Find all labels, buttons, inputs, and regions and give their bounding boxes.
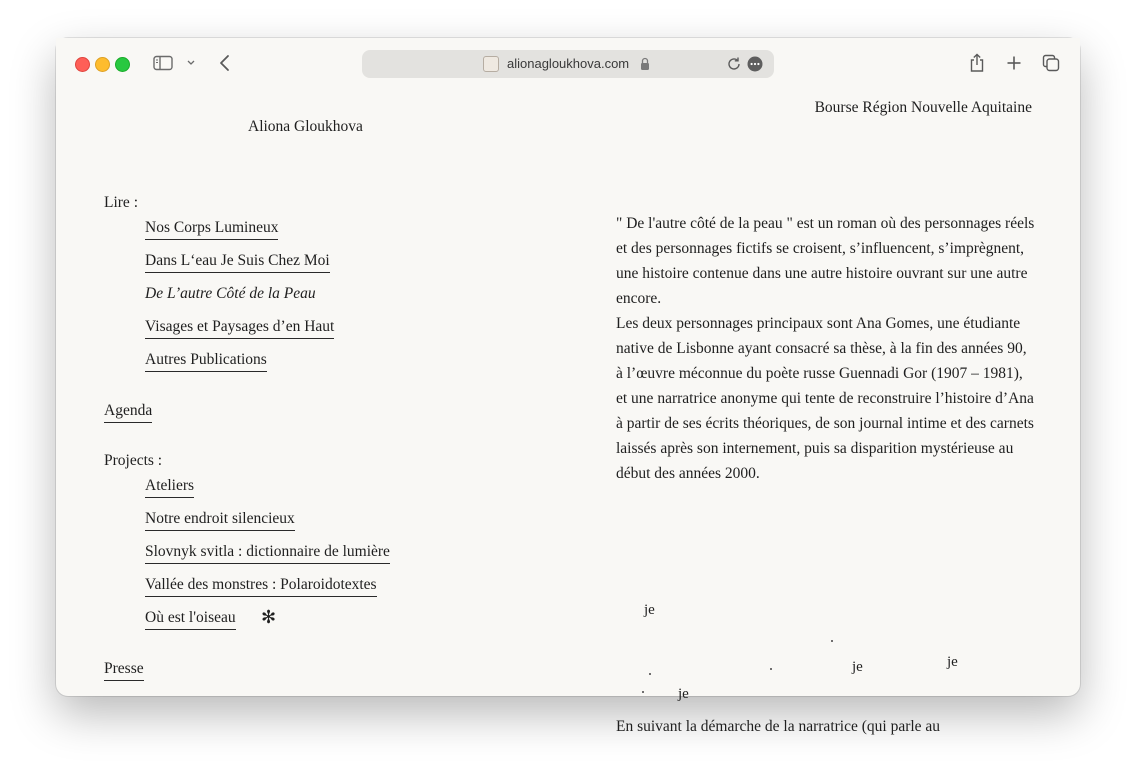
scattered-dot <box>831 640 833 642</box>
asterisk-icon: ✻ <box>261 607 277 627</box>
share-icon[interactable] <box>969 53 985 73</box>
nav-section-lire: Lire : <box>104 194 138 211</box>
nav-link-nos-corps-lumineux[interactable]: Nos Corps Lumineux <box>145 218 278 240</box>
nav-section-projects: Projects : <box>104 452 163 469</box>
article-paragraph: Les deux personnages principaux sont Ana Gomes, une étudiante native de Lisbonne ayant consacré sa thèse, à la fin des années 90, à l’œuvre méconnue du poète russe Guennadi Gor (1907 – 1981), et une narratrice anonyme qui tente de reconstruire l’histoire d’Ana à partir de ses écrits théoriques, de son journal intime et des carnets laissés après son internement, puis sa disparition mystérieuse au début des années 2000. <box>616 315 1034 482</box>
site-favicon-icon <box>483 56 499 72</box>
nav-link-ateliers[interactable]: Ateliers <box>145 476 194 498</box>
scattered-word: je <box>852 659 863 675</box>
scattered-dot <box>770 668 772 670</box>
address-bar[interactable] <box>362 50 774 78</box>
lock-icon <box>640 57 650 71</box>
chevron-down-icon[interactable] <box>186 59 196 67</box>
nav-link-autres-publications[interactable]: Autres Publications <box>145 350 267 372</box>
back-icon[interactable] <box>218 54 232 72</box>
nav-link-vallee-des-monstres[interactable]: Vallée des monstres : Polaroidotextes <box>145 575 377 597</box>
page-menu-icon[interactable] <box>747 56 763 72</box>
article-paragraph: En suivant la démarche de la narratrice (qui parle au <box>616 718 941 735</box>
article-paragraph: " De l'autre côté de la peau " est un roman où des personnages réels et des personnages fictifs se croisent, s’influencent, s’imprègnent, une histoire contenue dans une autre histoire ouvrant sur une autre encore. <box>616 215 1035 307</box>
reload-icon[interactable] <box>726 56 742 72</box>
nav-link-ou-est-loiseau[interactable]: Où est l'oiseau <box>145 608 236 630</box>
nav-link-presse[interactable]: Presse <box>104 659 144 681</box>
scattered-word: je <box>644 602 655 618</box>
scattered-word: je <box>947 654 958 670</box>
nav-link-de-lautre-cote[interactable]: De L’autre Côté de la Peau <box>145 285 316 302</box>
grant-title: Bourse Région Nouvelle Aquitaine <box>814 99 1032 116</box>
url-text[interactable]: alionagloukhova.com <box>507 56 630 71</box>
new-tab-icon[interactable] <box>1006 55 1022 71</box>
nav-link-agenda[interactable]: Agenda <box>104 401 152 423</box>
zoom-window-button[interactable] <box>115 57 130 72</box>
article-continuation <box>616 714 1036 739</box>
article-text <box>616 211 1036 486</box>
browser-window <box>56 38 1080 735</box>
nav-link-notre-endroit[interactable]: Notre endroit silencieux <box>145 509 295 531</box>
page-content <box>56 90 1080 735</box>
sidebar-toggle-icon[interactable] <box>153 55 173 71</box>
nav-link-visages-et-paysages[interactable]: Visages et Paysages d’en Haut <box>145 317 334 339</box>
site-title[interactable]: Aliona Gloukhova <box>248 118 363 135</box>
nav-link-dans-leau[interactable]: Dans L‘eau Je Suis Chez Moi <box>145 251 330 273</box>
scattered-word: je <box>678 686 689 702</box>
scattered-dot <box>649 673 651 675</box>
minimize-window-button[interactable] <box>95 57 110 72</box>
nav-link-slovnyk-svitla[interactable]: Slovnyk svitla : dictionnaire de lumière <box>145 542 390 564</box>
scattered-dot <box>642 691 644 693</box>
tab-overview-icon[interactable] <box>1042 54 1060 72</box>
toolbar <box>56 38 1080 90</box>
close-window-button[interactable] <box>75 57 90 72</box>
